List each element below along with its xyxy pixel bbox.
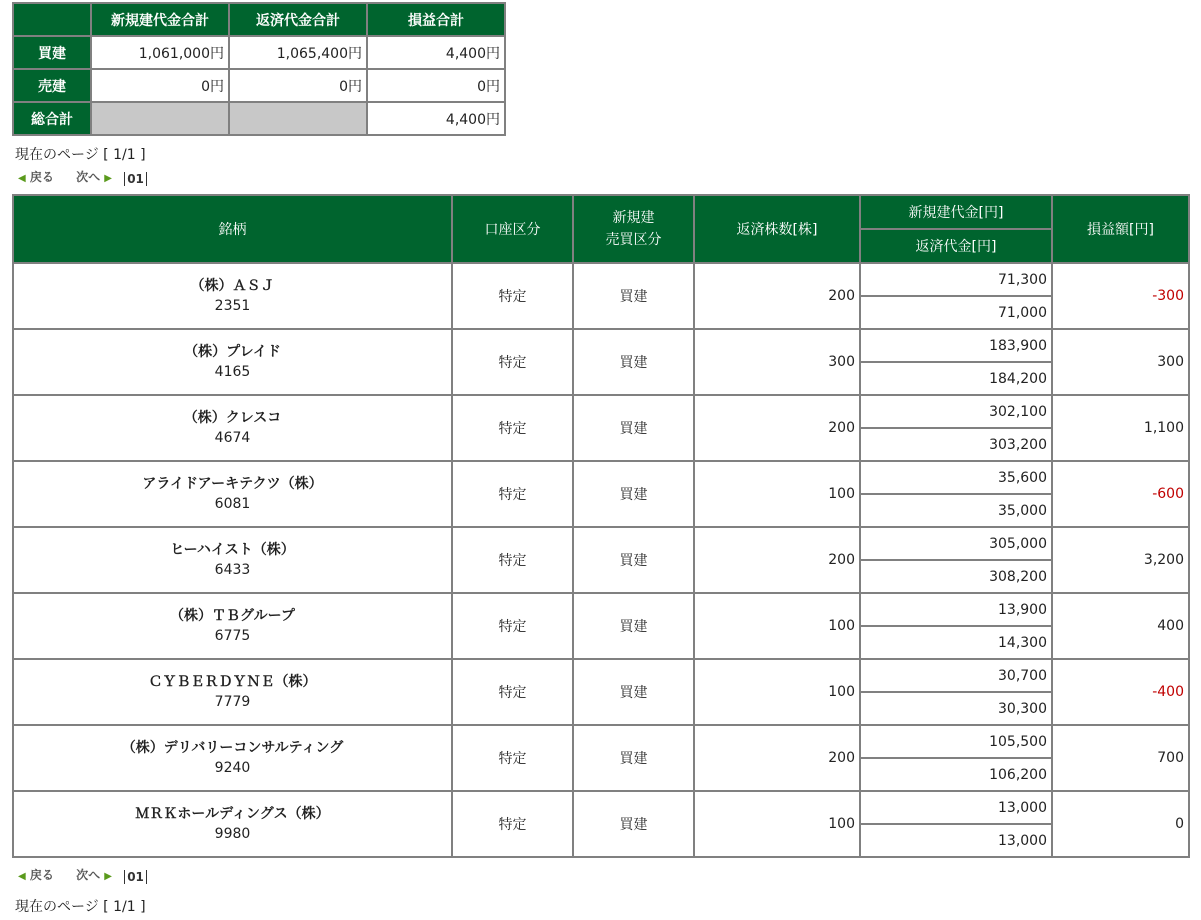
pager-bottom	[18, 866, 147, 883]
back-link[interactable]: ◀ 戻る	[18, 868, 54, 882]
trade-type: 買建	[574, 660, 693, 724]
summary-row-label: 買建	[14, 37, 90, 68]
stock-code: 9980	[214, 826, 251, 842]
account-type: 特定	[453, 726, 572, 790]
left-arrow-icon: ◀	[18, 871, 26, 882]
next-link[interactable]: 次へ ▶	[76, 868, 112, 882]
profit-loss: -300	[1053, 264, 1188, 328]
stock-cell	[14, 726, 451, 790]
account-type: 特定	[453, 528, 572, 592]
account-type: 特定	[453, 792, 572, 856]
account-type: 特定	[453, 264, 572, 328]
stock-cell	[14, 792, 451, 856]
trade-type: 買建	[574, 264, 693, 328]
profit-loss: 3,200	[1053, 528, 1188, 592]
trade-type: 買建	[574, 726, 693, 790]
summary-repay-total: 1,065,400円	[230, 37, 366, 68]
stock-name: ＣＹＢＥＲＤＹＮＥ（株）	[148, 674, 317, 690]
stock-name: （株）クレスコ	[183, 410, 282, 426]
account-type: 特定	[453, 660, 572, 724]
account-type: 特定	[453, 462, 572, 526]
summary-empty-cell	[230, 103, 366, 134]
pager-top	[18, 168, 147, 185]
stock-name: （株）ＴＢグループ	[170, 608, 295, 624]
stock-name: （株）プレイド	[184, 344, 281, 360]
profit-loss: -400	[1053, 660, 1188, 724]
stock-name: （株）デリバリーコンサルティング	[121, 740, 344, 756]
position-row	[14, 396, 1188, 427]
trade-type: 買建	[574, 396, 693, 460]
repay-amount: 71,000	[861, 297, 1051, 328]
positions-table	[12, 194, 1190, 858]
position-row	[14, 594, 1188, 625]
repay-amount: 106,200	[861, 759, 1051, 790]
back-link[interactable]: ◀ 戻る	[18, 170, 54, 184]
stock-cell	[14, 264, 451, 328]
summary-header-pl-total: 損益合計	[368, 4, 504, 35]
header-name: 銘柄	[14, 196, 451, 262]
shares-count: 200	[695, 264, 859, 328]
stock-name: アライドアーキテクツ（株）	[142, 476, 323, 492]
stock-name: ヒーハイスト（株）	[170, 542, 295, 558]
new-amount: 105,500	[861, 726, 1051, 757]
page-info: 現在のページ [ 1/1 ]	[15, 147, 146, 163]
new-amount: 35,600	[861, 462, 1051, 493]
trade-type: 買建	[574, 528, 693, 592]
new-amount: 302,100	[861, 396, 1051, 427]
summary-row-label: 売建	[14, 70, 90, 101]
stock-code: 4674	[214, 430, 251, 446]
stock-code: 2351	[214, 298, 251, 314]
stock-code: 7779	[214, 694, 251, 710]
account-type: 特定	[453, 594, 572, 658]
stock-cell	[14, 330, 451, 394]
left-arrow-icon: ◀	[18, 173, 26, 184]
repay-amount: 14,300	[861, 627, 1051, 658]
shares-count: 100	[695, 660, 859, 724]
account-type: 特定	[453, 396, 572, 460]
summary-empty-cell	[92, 103, 228, 134]
stock-cell	[14, 660, 451, 724]
summary-row-sell	[14, 70, 504, 101]
position-row	[14, 528, 1188, 559]
shares-count: 300	[695, 330, 859, 394]
page-number-link[interactable]: 01	[124, 870, 147, 884]
header-trade-type: 新規建 売買区分	[574, 196, 693, 262]
trade-type: 買建	[574, 792, 693, 856]
page-info-bottom: 現在のページ [ 1/1 ]	[15, 899, 146, 915]
new-amount: 305,000	[861, 528, 1051, 559]
trade-type: 買建	[574, 330, 693, 394]
repay-amount: 30,300	[861, 693, 1051, 724]
profit-loss: 0	[1053, 792, 1188, 856]
profit-loss: 300	[1053, 330, 1188, 394]
new-amount: 71,300	[861, 264, 1051, 295]
summary-row-grand-total	[14, 103, 504, 134]
stock-name: ＭＲＫホールディングス（株）	[135, 806, 330, 822]
shares-count: 100	[695, 594, 859, 658]
summary-new-total: 1,061,000円	[92, 37, 228, 68]
profit-loss: -600	[1053, 462, 1188, 526]
page-number-link[interactable]: 01	[124, 172, 147, 186]
header-pl: 損益額[円]	[1053, 196, 1188, 262]
profit-loss: 1,100	[1053, 396, 1188, 460]
stock-cell	[14, 528, 451, 592]
repay-amount: 35,000	[861, 495, 1051, 526]
header-new-amount: 新規建代金[円]	[861, 196, 1051, 228]
right-arrow-icon: ▶	[104, 173, 112, 184]
stock-code: 6433	[214, 562, 251, 578]
right-arrow-icon: ▶	[104, 871, 112, 882]
stock-code: 4165	[214, 364, 251, 380]
new-amount: 183,900	[861, 330, 1051, 361]
header-repay-amount: 返済代金[円]	[861, 230, 1051, 262]
stock-cell	[14, 396, 451, 460]
summary-row-buy	[14, 37, 504, 68]
profit-loss: 700	[1053, 726, 1188, 790]
trade-type: 買建	[574, 462, 693, 526]
position-row	[14, 792, 1188, 823]
summary-pl-total: 4,400円	[368, 37, 504, 68]
stock-cell	[14, 594, 451, 658]
position-row	[14, 726, 1188, 757]
position-row	[14, 330, 1188, 361]
position-row	[14, 264, 1188, 295]
repay-amount: 184,200	[861, 363, 1051, 394]
summary-header-repay-total: 返済代金合計	[230, 4, 366, 35]
summary-corner	[14, 4, 90, 35]
new-amount: 13,900	[861, 594, 1051, 625]
summary-header-new-total: 新規建代金合計	[92, 4, 228, 35]
stock-code: 6775	[214, 628, 251, 644]
stock-name: （株）ＡＳＪ	[190, 278, 275, 294]
header-account: 口座区分	[453, 196, 572, 262]
summary-pl-total: 4,400円	[368, 103, 504, 134]
stock-code: 6081	[214, 496, 251, 512]
shares-count: 100	[695, 462, 859, 526]
new-amount: 30,700	[861, 660, 1051, 691]
repay-amount: 308,200	[861, 561, 1051, 592]
summary-row-label: 総合計	[14, 103, 90, 134]
position-row	[14, 462, 1188, 493]
account-type: 特定	[453, 330, 572, 394]
summary-new-total: 0円	[92, 70, 228, 101]
repay-amount: 13,000	[861, 825, 1051, 856]
trade-type: 買建	[574, 594, 693, 658]
shares-count: 100	[695, 792, 859, 856]
profit-loss: 400	[1053, 594, 1188, 658]
shares-count: 200	[695, 396, 859, 460]
summary-pl-total: 0円	[368, 70, 504, 101]
stock-code: 9240	[214, 760, 251, 776]
summary-table	[12, 2, 506, 136]
new-amount: 13,000	[861, 792, 1051, 823]
next-link[interactable]: 次へ ▶	[76, 170, 112, 184]
shares-count: 200	[695, 726, 859, 790]
repay-amount: 303,200	[861, 429, 1051, 460]
shares-count: 200	[695, 528, 859, 592]
position-row	[14, 660, 1188, 691]
header-shares: 返済株数[株]	[695, 196, 859, 262]
summary-repay-total: 0円	[230, 70, 366, 101]
stock-cell	[14, 462, 451, 526]
